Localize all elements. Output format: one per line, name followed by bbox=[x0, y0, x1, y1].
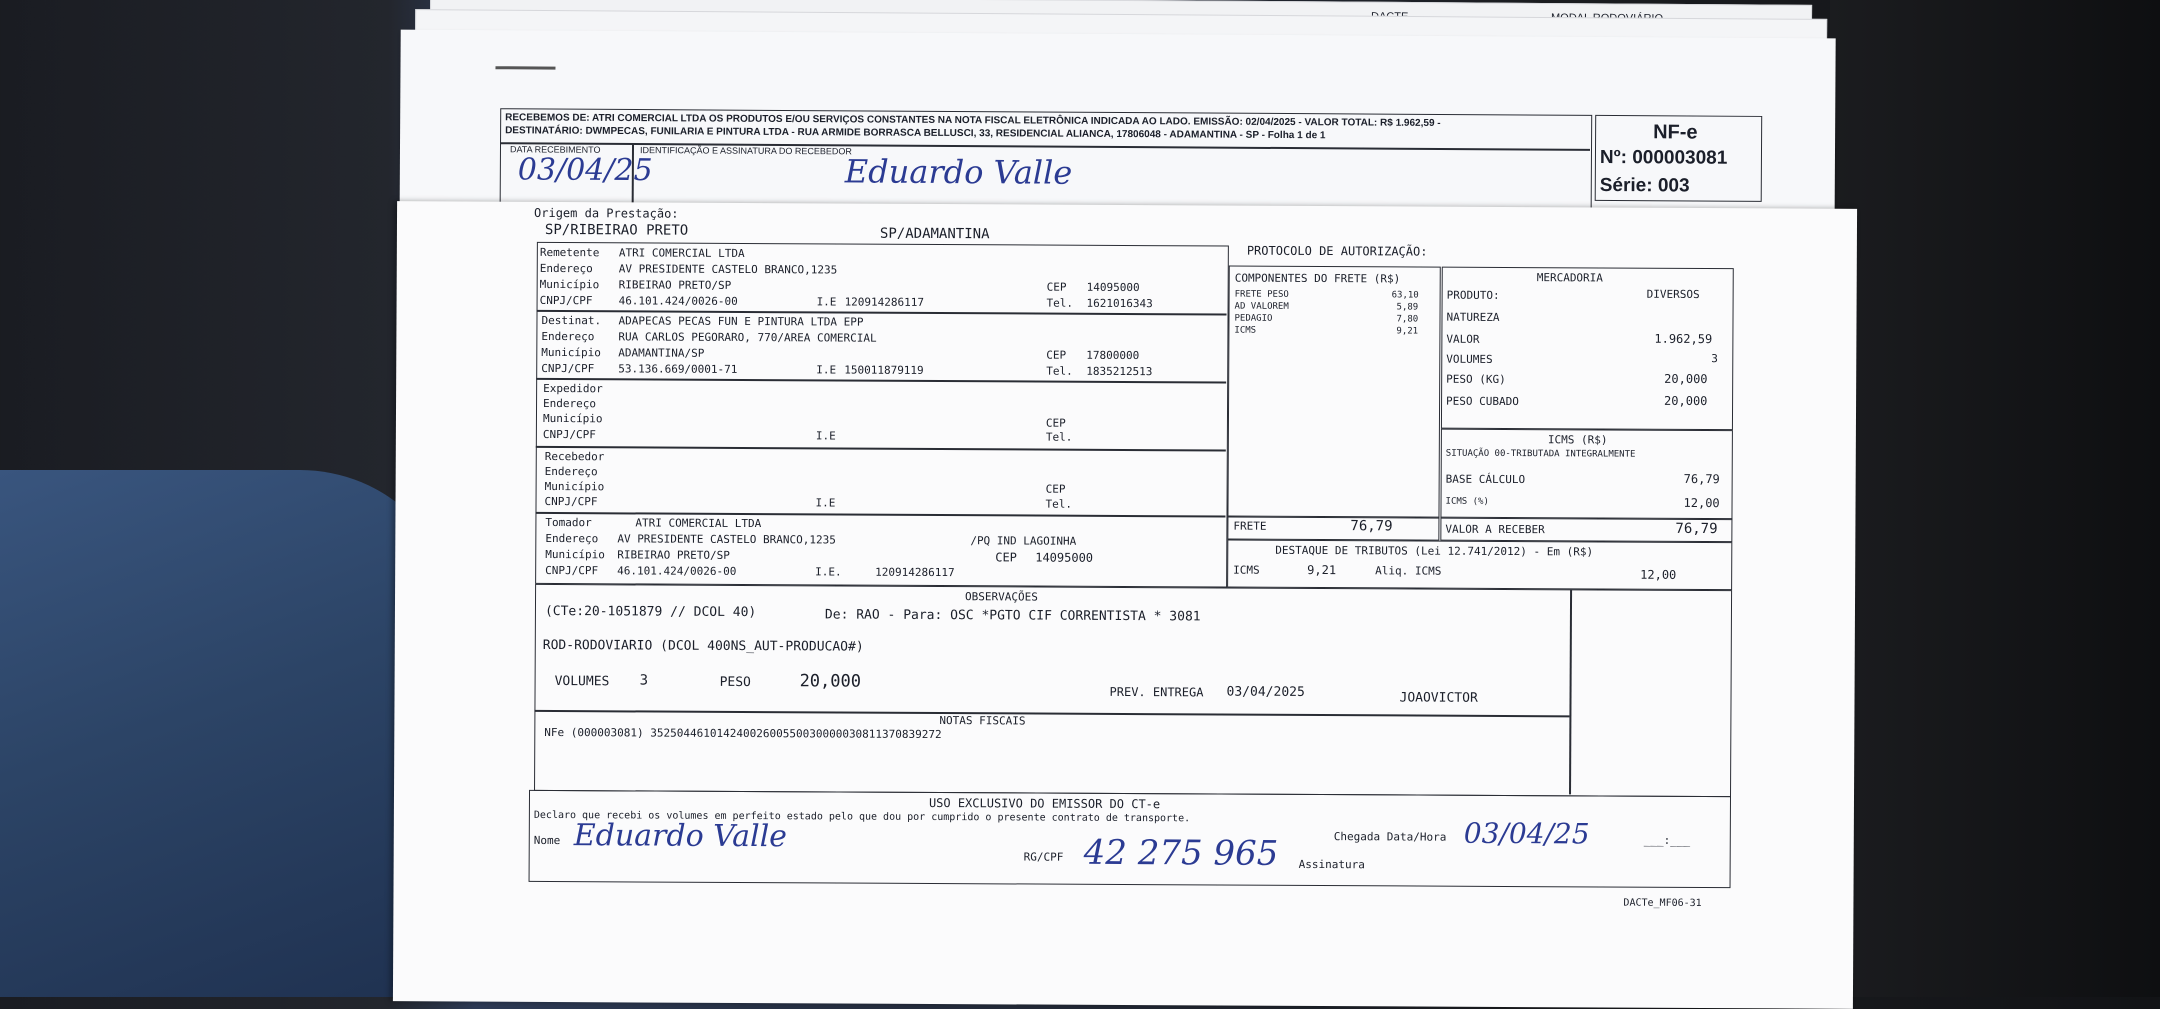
remetente-tel: 1621016343 bbox=[1086, 296, 1153, 311]
volumes-value: 3 bbox=[1711, 352, 1718, 366]
peso-cubado-label: PESO CUBADO bbox=[1446, 394, 1519, 409]
nome-label: Nome bbox=[533, 833, 561, 848]
produto-label: PRODUTO: bbox=[1446, 288, 1500, 302]
expedidor-tel-label: Tel. bbox=[1045, 430, 1073, 444]
tributos-icms-label: ICMS bbox=[1233, 563, 1260, 577]
operator-name: JOAOVICTOR bbox=[1399, 690, 1478, 706]
recebedor-cep-label: CEP bbox=[1045, 482, 1066, 496]
base-calculo-label: BASE CÁLCULO bbox=[1445, 472, 1526, 487]
frete-total-label: FRETE bbox=[1233, 519, 1267, 533]
tomador-ie-label: I.E. bbox=[815, 565, 842, 579]
destinatario-ie: 150011879119 bbox=[844, 363, 924, 377]
protocol-label: PROTOCOLO DE AUTORIZAÇÃO: bbox=[1246, 243, 1428, 259]
remetente-cnpj: 46.101.424/0026-00 bbox=[618, 294, 738, 308]
frete-item-label: FRETE PESO bbox=[1234, 289, 1289, 300]
receipt-line-1: RECEBEMOS DE: ATRI COMERCIAL LTDA OS PRODUTOS E/OU SERVIÇOS CONSTANTES NA NOTA FISCAL ELETRÔNICA INDICADA AO LADO. EMISSÃO: 02/04/2025 - VALOR TOTAL: R$ 1.962,59 - bbox=[505, 112, 1441, 129]
icms-title: ICMS (R$) bbox=[1547, 433, 1608, 447]
date-label: DATA RECEBIMENTO bbox=[509, 144, 601, 155]
observacoes-line-1b: De: RAO - Para: OSC *PGTO CIF CORRENTISTA * 3081 bbox=[824, 607, 1201, 625]
valor-receber-label: VALOR A RECEBER bbox=[1445, 522, 1545, 537]
remetente-cep: 14095000 bbox=[1086, 280, 1140, 295]
destinatario-cnpj-label: CNPJ/CPF bbox=[541, 361, 595, 376]
volumes-label: VOLUMES bbox=[1446, 352, 1493, 366]
destinatario-label: Destinat. bbox=[541, 313, 602, 328]
recebedor-ie-label: I.E bbox=[815, 496, 836, 510]
remetente-name: ATRI COMERCIAL LTDA bbox=[618, 246, 745, 261]
observacoes-line-1: (CTe:20-1051879 // DCOL 40) bbox=[544, 603, 757, 621]
destinatario-ie-label: I.E bbox=[816, 363, 837, 377]
frete-item-value: 9,21 bbox=[1396, 326, 1419, 337]
destination-value: SP/ADAMANTINA bbox=[879, 225, 990, 243]
destinatario-cep: 17800000 bbox=[1086, 348, 1140, 363]
uso-declaro: Declaro que recebi os volumes em perfeito estado pelo que dou por cumprido o presente contrato de transporte. bbox=[533, 809, 1191, 825]
tomador-cep: 14095000 bbox=[1035, 550, 1094, 565]
expedidor-address-label: Endereço bbox=[543, 396, 597, 411]
obs-volumes-value: 3 bbox=[639, 672, 649, 689]
origin-label: Origem da Prestação: bbox=[534, 205, 679, 221]
signature-label: IDENTIFICAÇÃO E ASSINATURA DO RECEBEDOR bbox=[639, 145, 852, 157]
hora-placeholder: ___:___ bbox=[1643, 833, 1691, 847]
peso-cubado-value: 20,000 bbox=[1664, 393, 1708, 409]
chegada-label: Chegada Data/Hora bbox=[1333, 830, 1447, 844]
destinatario-address: RUA CARLOS PEGORARO, 770/AREA COMERCIAL bbox=[618, 330, 877, 345]
notas-title: NOTAS FISCAIS bbox=[939, 714, 1026, 728]
valor-value: 1.962,59 bbox=[1654, 331, 1713, 347]
natureza-label: NATUREZA bbox=[1446, 310, 1500, 324]
peso-value: 20,000 bbox=[1664, 371, 1708, 387]
recebedor-address-label: Endereço bbox=[544, 464, 598, 479]
receipt-line-2: DESTINATÁRIO: DWMPECAS, FUNILARIA E PINTURA LTDA - RUA ARMIDE BORRASCA BELLUSCI, 33, RESIDENCIAL ALIANCA, 17806048 - ADAMANTINA - SP - Folha 1 de 1 bbox=[505, 125, 1326, 142]
uso-title: USO EXCLUSIVO DO EMISSOR DO CT-e bbox=[928, 795, 1161, 812]
valor-receber-value: 76,79 bbox=[1675, 520, 1718, 538]
remetente-label: Remetente bbox=[539, 245, 600, 260]
recebedor-label: Recebedor bbox=[544, 449, 605, 464]
handwritten-chegada: 03/04/25 bbox=[1463, 816, 1590, 851]
obs-volumes-label: VOLUMES bbox=[554, 674, 610, 690]
destinatario-address-label: Endereço bbox=[541, 329, 595, 344]
remetente-ie-label: I.E bbox=[816, 295, 837, 309]
assinatura-label: Assinatura bbox=[1298, 857, 1365, 872]
prev-entrega-label: PREV. ENTREGA bbox=[1109, 684, 1204, 700]
destinatario-tel-label: Tel. bbox=[1046, 364, 1073, 378]
expedidor-city-label: Município bbox=[542, 411, 603, 426]
dacte-document bbox=[393, 201, 1857, 1009]
tomador-cnpj-label: CNPJ/CPF bbox=[545, 563, 599, 578]
expedidor-ie-label: I.E bbox=[815, 429, 836, 443]
dacte-footer: DACTe_MF06-31 bbox=[1623, 897, 1702, 910]
destinatario-city-label: Município bbox=[541, 345, 601, 360]
remetente-address: AV PRESIDENTE CASTELO BRANCO,1235 bbox=[618, 262, 838, 277]
destinatario-cnpj: 53.136.669/0001-71 bbox=[618, 362, 738, 376]
nfe-serie: Série: 003 bbox=[1599, 174, 1690, 197]
expedidor-cnpj-label: CNPJ/CPF bbox=[542, 427, 596, 442]
prev-entrega-value: 03/04/2025 bbox=[1226, 684, 1305, 700]
remetente-cep-label: CEP bbox=[1046, 280, 1067, 294]
tomador-city-label: Município bbox=[545, 547, 605, 562]
destinatario-cep-label: CEP bbox=[1046, 348, 1067, 362]
recebedor-city-label: Município bbox=[544, 479, 605, 494]
frete-item-value: 5,89 bbox=[1396, 302, 1419, 313]
handwritten-name: Eduardo Valle bbox=[573, 818, 788, 855]
nfe-title: NF-e bbox=[1653, 121, 1698, 144]
icms-pct-value: 12,00 bbox=[1683, 495, 1720, 511]
remetente-ie: 120914286117 bbox=[844, 295, 925, 309]
observacoes-line-2: ROD-RODOVIARIO (DCOL 400NS_AUT-PRODUCAO#) bbox=[542, 637, 864, 655]
frete-title: COMPONENTES DO FRETE (R$) bbox=[1234, 271, 1401, 286]
tomador-ie: 120914286117 bbox=[875, 565, 955, 580]
obs-peso-value: 20,000 bbox=[799, 671, 862, 692]
remetente-cnpj-label: CNPJ/CPF bbox=[539, 293, 593, 308]
mercadoria-title: MERCADORIA bbox=[1536, 271, 1603, 285]
tomador-address: AV PRESIDENTE CASTELO BRANCO,1235 bbox=[617, 532, 836, 547]
peso-label: PESO (KG) bbox=[1446, 372, 1506, 386]
background-jeans bbox=[0, 470, 460, 997]
expedidor-cep-label: CEP bbox=[1045, 416, 1066, 430]
destinatario-tel: 1835212513 bbox=[1086, 364, 1153, 379]
base-calculo-value: 76,79 bbox=[1683, 471, 1720, 487]
tributos-aliq-label: Aliq. ICMS bbox=[1375, 564, 1442, 578]
tomador-cep-label: CEP bbox=[995, 550, 1017, 565]
tributos-title: DESTAQUE DE TRIBUTOS (Lei 12.741/2012) - Em (R$) bbox=[1275, 543, 1594, 559]
handwritten-rg: 42 275 965 bbox=[1083, 832, 1279, 874]
valor-label: VALOR bbox=[1446, 332, 1480, 346]
frete-total-value: 76,79 bbox=[1350, 518, 1393, 535]
remetente-city-label: Município bbox=[539, 277, 600, 292]
produto-value: DIVERSOS bbox=[1646, 287, 1700, 302]
frete-item-value: 63,10 bbox=[1391, 290, 1419, 301]
expedidor-label: Expedidor bbox=[543, 381, 603, 396]
icms-pct-label: ICMS (%) bbox=[1445, 496, 1489, 507]
remetente-city: RIBEIRAO PRETO/SP bbox=[618, 278, 732, 292]
nfe-number: Nº: 000003081 bbox=[1599, 146, 1728, 169]
frete-item-label: ICMS bbox=[1234, 325, 1257, 336]
tomador-city: RIBEIRAO PRETO/SP bbox=[617, 548, 730, 562]
tomador-cnpj: 46.101.424/0026-00 bbox=[617, 564, 737, 578]
tomador-extra: /PQ IND LAGOINHA bbox=[970, 534, 1077, 548]
tomador-address-label: Endereço bbox=[545, 531, 599, 546]
destinatario-city: ADAMANTINA/SP bbox=[618, 346, 705, 360]
remetente-tel-label: Tel. bbox=[1046, 296, 1074, 310]
icms-situacao: SITUAÇÃO 00-TRIBUTADA INTEGRALMENTE bbox=[1445, 448, 1636, 460]
tributos-icms-value: 9,21 bbox=[1307, 562, 1337, 578]
tributos-aliq-value: 12,00 bbox=[1640, 567, 1677, 582]
frete-item-value: 7,80 bbox=[1396, 314, 1419, 325]
recebedor-tel-label: Tel. bbox=[1045, 497, 1073, 511]
handwritten-signature: Eduardo Valle bbox=[844, 152, 1073, 192]
observacoes-title: OBSERVAÇÕES bbox=[965, 590, 1038, 604]
frete-item-label: PEDAGIO bbox=[1234, 313, 1273, 324]
background-shadow bbox=[1830, 0, 2160, 997]
recebedor-cnpj-label: CNPJ/CPF bbox=[544, 494, 598, 509]
remetente-address-label: Endereço bbox=[539, 261, 593, 276]
frete-item-label: AD VALOREM bbox=[1234, 301, 1289, 312]
rg-label: RG/CPF bbox=[1023, 850, 1064, 864]
tomador-label: Tomador bbox=[545, 515, 592, 530]
tomador-name: ATRI COMERCIAL LTDA bbox=[635, 516, 762, 531]
destinatario-name: ADAPECAS PECAS FUN E PINTURA LTDA EPP bbox=[618, 314, 864, 329]
obs-peso-label: PESO bbox=[719, 674, 751, 691]
origin-value: SP/RIBEIRAO PRETO bbox=[544, 221, 689, 239]
staple bbox=[495, 66, 555, 69]
notas-line: NFe (000003081) 35250446101424002600550030000030811370839272 bbox=[544, 725, 942, 742]
handwritten-date: 03/04/25 bbox=[517, 152, 653, 189]
